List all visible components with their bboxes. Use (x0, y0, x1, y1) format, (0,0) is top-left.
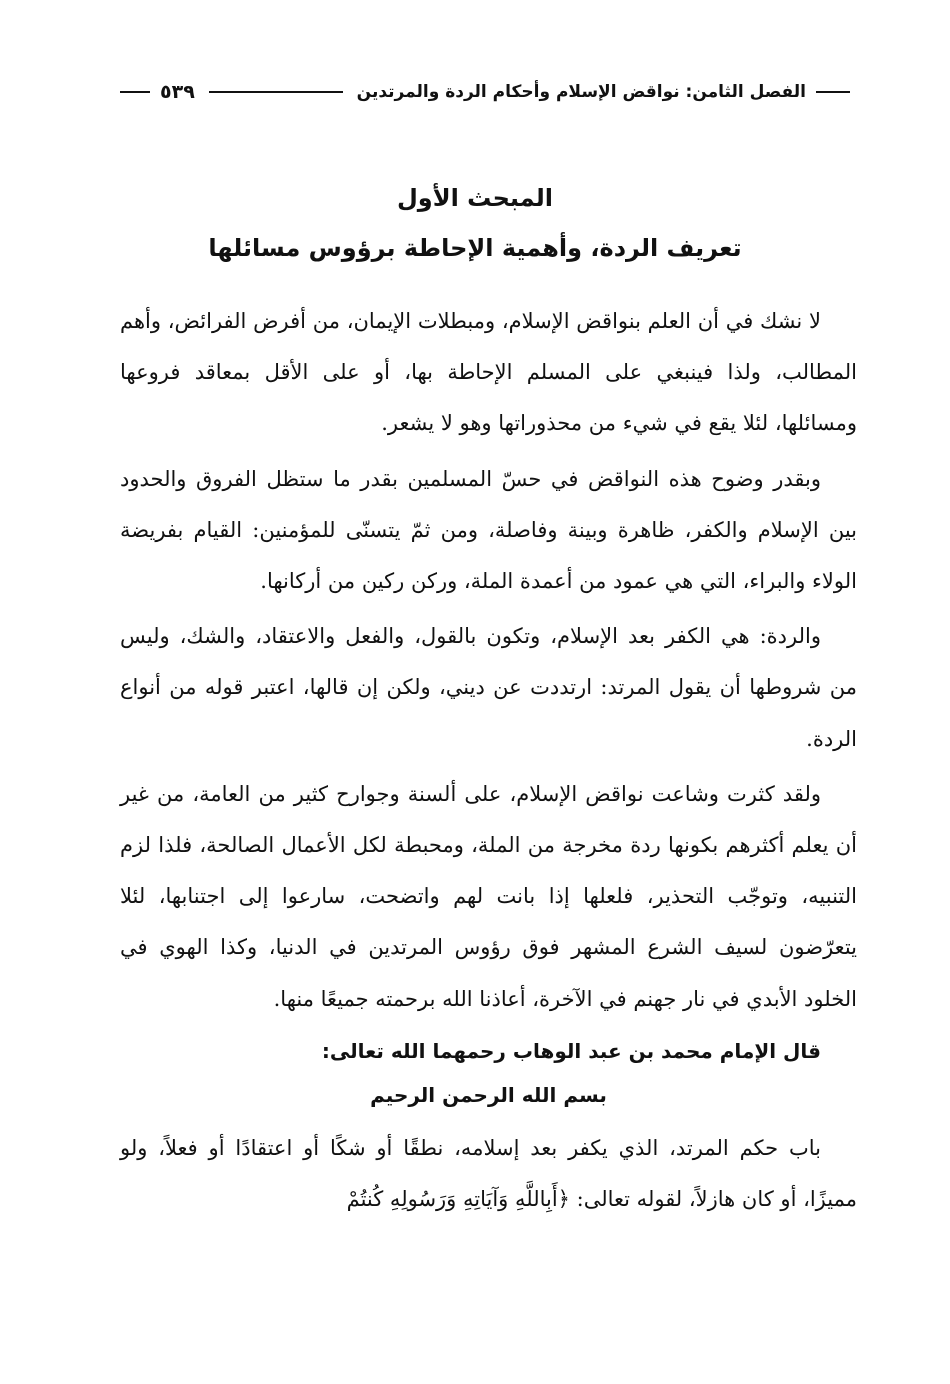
paragraph-4: ولقد كثرت وشاعت نواقض الإسلام، على ألسنة وجوارح كثير من العامة، من غير أن يعلم أكثرهم بكونها ردة مخرجة من الملة، ومحبطة لكل الأعمال الصالحة، فلذا لزم التنبيه، وتوجّب التحذير، فلعلها إذا بانت لهم واتضحت، سارعوا إلى اجتنابها، لئلا يتعرّضون لسيف الشرع المشهر فوق رؤوس المرتدين في الدنيا، وكذا الهوي في الخلود الأبدي في نار جهنم في الآخرة، أعاذنا الله برحمته جميعًا منها. (120, 781, 857, 1011)
quote-intro: قال الإمام محمد بن عبد الوهاب رحمهما الله تعالى: (321, 1038, 821, 1063)
section-subheading: تعريف الردة، وأهمية الإحاطة برؤوس مسائلها (208, 234, 742, 262)
header-rule-middle (209, 91, 343, 93)
page-number: ٥٣٩ (160, 81, 195, 103)
header-rule-left (120, 91, 150, 93)
chapter-title: الفصل الثامن: نواقض الإسلام وأحكام الردة والمرتدين (356, 82, 806, 102)
paragraph-2: وبقدر وضوح هذه النواقض في حسّ المسلمين بقدر ما ستظل الفروق والحدود بين الإسلام والكفر، ظاهرة وبينة وفاصلة، ومن ثمّ يتسنّى للمؤمنين: القيام بفريضة الولاء والبراء، التي هي عمود من أعمدة الملة، وركن ركين من أركانها. (120, 466, 857, 594)
paragraph-1: لا نشك في أن العلم بنواقض الإسلام، ومبطلات الإيمان، من أفرض الفرائض، وأهم المطالب، ولذا فينبغي على المسلم الإحاطة بها، أو على الأقل بمعاقد فروعها ومسائلها، لئلا يقع في شيء من محذوراتها وهو لا يشعر. (120, 309, 857, 436)
section-heading: المبحث الأول (396, 184, 554, 212)
body-text (120, 296, 857, 1229)
basmala: بسم الله الرحمن الرحيم (370, 1082, 607, 1107)
quote-text: باب حكم المرتد، الذي يكفر بعد إسلامه، نطقًا أو شكًا أو اعتقادًا أو فعلاً، ولو مميزًا، أو كان هازلاً، لقوله تعالى: ﴿أَبِاللَّهِ وَآيَاتِهِ وَرَسُولِهِ كُنتُمْ (120, 1135, 857, 1212)
running-header (120, 78, 850, 106)
paragraph-3: والردة: هي الكفر بعد الإسلام، وتكون بالقول، والفعل والاعتقاد، والشك، وليس من شروطها أن يقول المرتد: ارتددت عن ديني، ولكن إن قالها، اعتبر قوله من أنواع الردة. (120, 624, 857, 751)
header-rule-right (816, 91, 850, 93)
